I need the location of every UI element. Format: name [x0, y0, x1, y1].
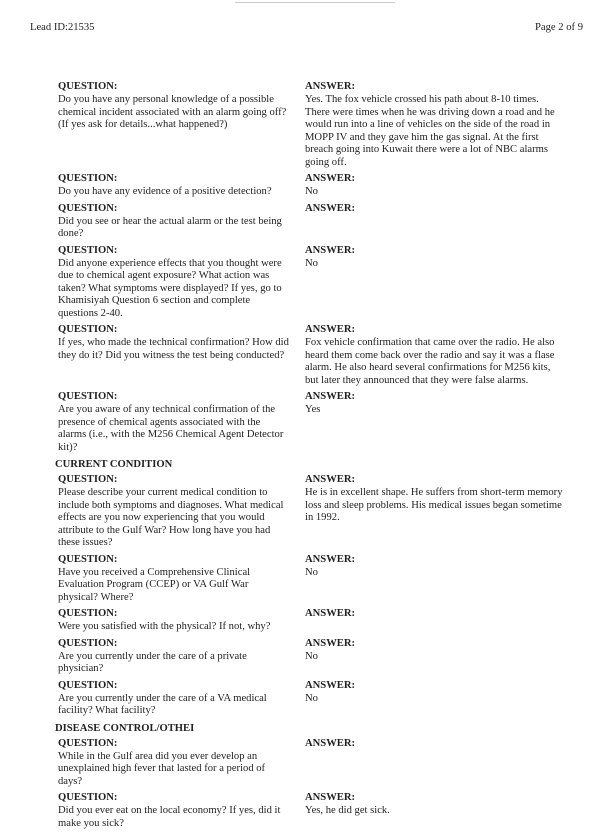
answer-text: No: [305, 692, 318, 704]
answer-label: ANSWER:: [305, 679, 356, 691]
answer-text: Yes: [305, 404, 321, 415]
qa-row: [0, 791, 611, 830]
answer-label: ANSWER:: [305, 81, 356, 92]
question-text: Have you received a Comprehensive Clinical Evaluation Program (CCEP) or VA Gulf War physical? Where?: [58, 566, 251, 603]
question-text: Are you currently under the care of a VA medical facility? What facility?: [58, 692, 267, 716]
answer-text: No: [305, 566, 318, 578]
answer-label: ANSWER:: [305, 553, 356, 565]
question-text: Do you have any personal knowledge of a possible chemical incident associated with an alarm going off? (If yes ask for details...what happened?): [58, 94, 287, 130]
question-label: QUESTION:: [58, 391, 118, 402]
question-label: QUESTION:: [58, 679, 118, 691]
scan-line: [235, 2, 395, 3]
question-label: QUESTION:: [58, 474, 118, 485]
question-block: [58, 607, 298, 634]
answer-label: ANSWER:: [305, 173, 356, 184]
answer-label: ANSWER:: [305, 608, 356, 619]
answer-label: ANSWER:: [305, 324, 356, 335]
answer-block: [305, 737, 563, 789]
qa-row: [0, 473, 611, 550]
lead-id: Lead ID:21535: [30, 22, 95, 33]
answer-block: [305, 791, 563, 830]
question-block: [58, 791, 298, 830]
answer-block: [305, 323, 563, 387]
question-text: Are you currently under the care of a private physician?: [58, 650, 247, 674]
answer-label: ANSWER:: [305, 244, 356, 256]
qa-row: [0, 607, 611, 634]
question-label: QUESTION:: [58, 244, 118, 256]
question-text: If yes, who made the technical confirmation? How did they do it? Did you witness the test being conducted?: [58, 337, 289, 361]
section-heading: CURRENT CONDITION: [55, 459, 173, 470]
answer-text: He is in excellent shape. He suffers from short-term memory loss and sleep problems. His medical issues began sometime in 1992.: [305, 487, 563, 523]
qa-row: [0, 202, 611, 241]
section-heading: DISEASE CONTROL/OTHEI: [55, 722, 195, 734]
question-label: QUESTION:: [58, 553, 118, 565]
qa-row: [0, 172, 611, 199]
question-text: Please describe your current medical condition to include both symptoms and diagnoses. What medical effects are you now experiencing that you would attribute to the Gulf War? How long have you had these issues?: [58, 487, 284, 548]
question-text: Did you ever eat on the local economy? If yes, did it make you sick?: [58, 805, 281, 829]
answer-text: No: [305, 650, 318, 662]
question-text: Were you satisfied with the physical? If not, why?: [58, 621, 271, 632]
answer-label: ANSWER:: [305, 391, 356, 402]
question-answer-list: [0, 80, 611, 833]
answer-block: [305, 172, 563, 199]
question-text: Did anyone experience effects that you thought were due to chemical agent exposure? What action was taken? What symptoms were displayed? If yes, go to Khamisiyah Question 6 section and complete questions 2-40.: [58, 257, 282, 319]
question-label: QUESTION:: [58, 637, 118, 649]
qa-row: [0, 244, 611, 321]
question-block: [58, 244, 298, 321]
qa-row: [0, 637, 611, 676]
question-block: [58, 202, 298, 241]
question-block: [58, 80, 298, 169]
question-block: [58, 553, 298, 605]
answer-label: ANSWER:: [305, 474, 356, 485]
answer-block: [305, 390, 563, 454]
question-label: QUESTION:: [58, 173, 118, 184]
qa-row: [0, 323, 611, 387]
question-block: [58, 390, 298, 454]
question-block: [58, 323, 298, 387]
question-block: [58, 737, 298, 789]
answer-text: Fox vehicle confirmation that came over the radio. He also heard them come back over the radio and say it was a flase alarm. He also heard several confirmations for M256 kits, but later they announced that they were false alarms.: [305, 337, 555, 386]
answer-block: [305, 553, 563, 605]
answer-label: ANSWER:: [305, 637, 356, 649]
answer-label: ANSWER:: [305, 792, 356, 803]
question-label: QUESTION:: [58, 324, 118, 335]
question-text: While in the Gulf area did you ever develop an unexplained high fever that lasted for a period of days?: [58, 750, 266, 787]
answer-block: [305, 607, 563, 634]
answer-block: [305, 244, 563, 321]
page-number: Page 2 of 9: [535, 22, 583, 33]
question-block: [58, 172, 298, 199]
question-block: [58, 679, 298, 718]
answer-text: Yes. The fox vehicle crossed his path about 8-10 times. There were times when he was driving down a road and he would run into a line of vehicles on the side of the road in MOPP IV and they gave him the gas signal. At the first breach going into Kuwait there were a lot of NBC alarms going off.: [305, 94, 555, 168]
qa-row: [0, 679, 611, 718]
answer-block: [305, 679, 563, 718]
answer-text: No: [305, 257, 318, 269]
answer-block: [305, 637, 563, 676]
answer-label: ANSWER:: [305, 737, 356, 749]
answer-text: No: [305, 186, 318, 197]
answer-label: ANSWER:: [305, 202, 356, 214]
question-block: [58, 637, 298, 676]
answer-text: Yes, he did get sick.: [305, 805, 390, 816]
question-label: QUESTION:: [58, 81, 118, 92]
qa-row: [0, 553, 611, 605]
answer-block: [305, 80, 563, 169]
answer-block: [305, 473, 563, 550]
question-label: QUESTION:: [58, 737, 118, 749]
question-label: QUESTION:: [58, 608, 118, 619]
question-text: Are you aware of any technical confirmation of the presence of chemical agents associated with the alarms (i.e., with the M256 Chemical Agent Detector kit)?: [58, 404, 284, 453]
question-label: QUESTION:: [58, 792, 118, 803]
question-label: QUESTION:: [58, 202, 118, 214]
qa-row: [0, 390, 611, 454]
question-text: Did you see or hear the actual alarm or the test being done?: [58, 215, 282, 239]
qa-row: [0, 737, 611, 789]
question-block: [58, 473, 298, 550]
question-text: Do you have any evidence of a positive detection?: [58, 186, 272, 197]
answer-block: [305, 202, 563, 241]
qa-row: [0, 80, 611, 169]
